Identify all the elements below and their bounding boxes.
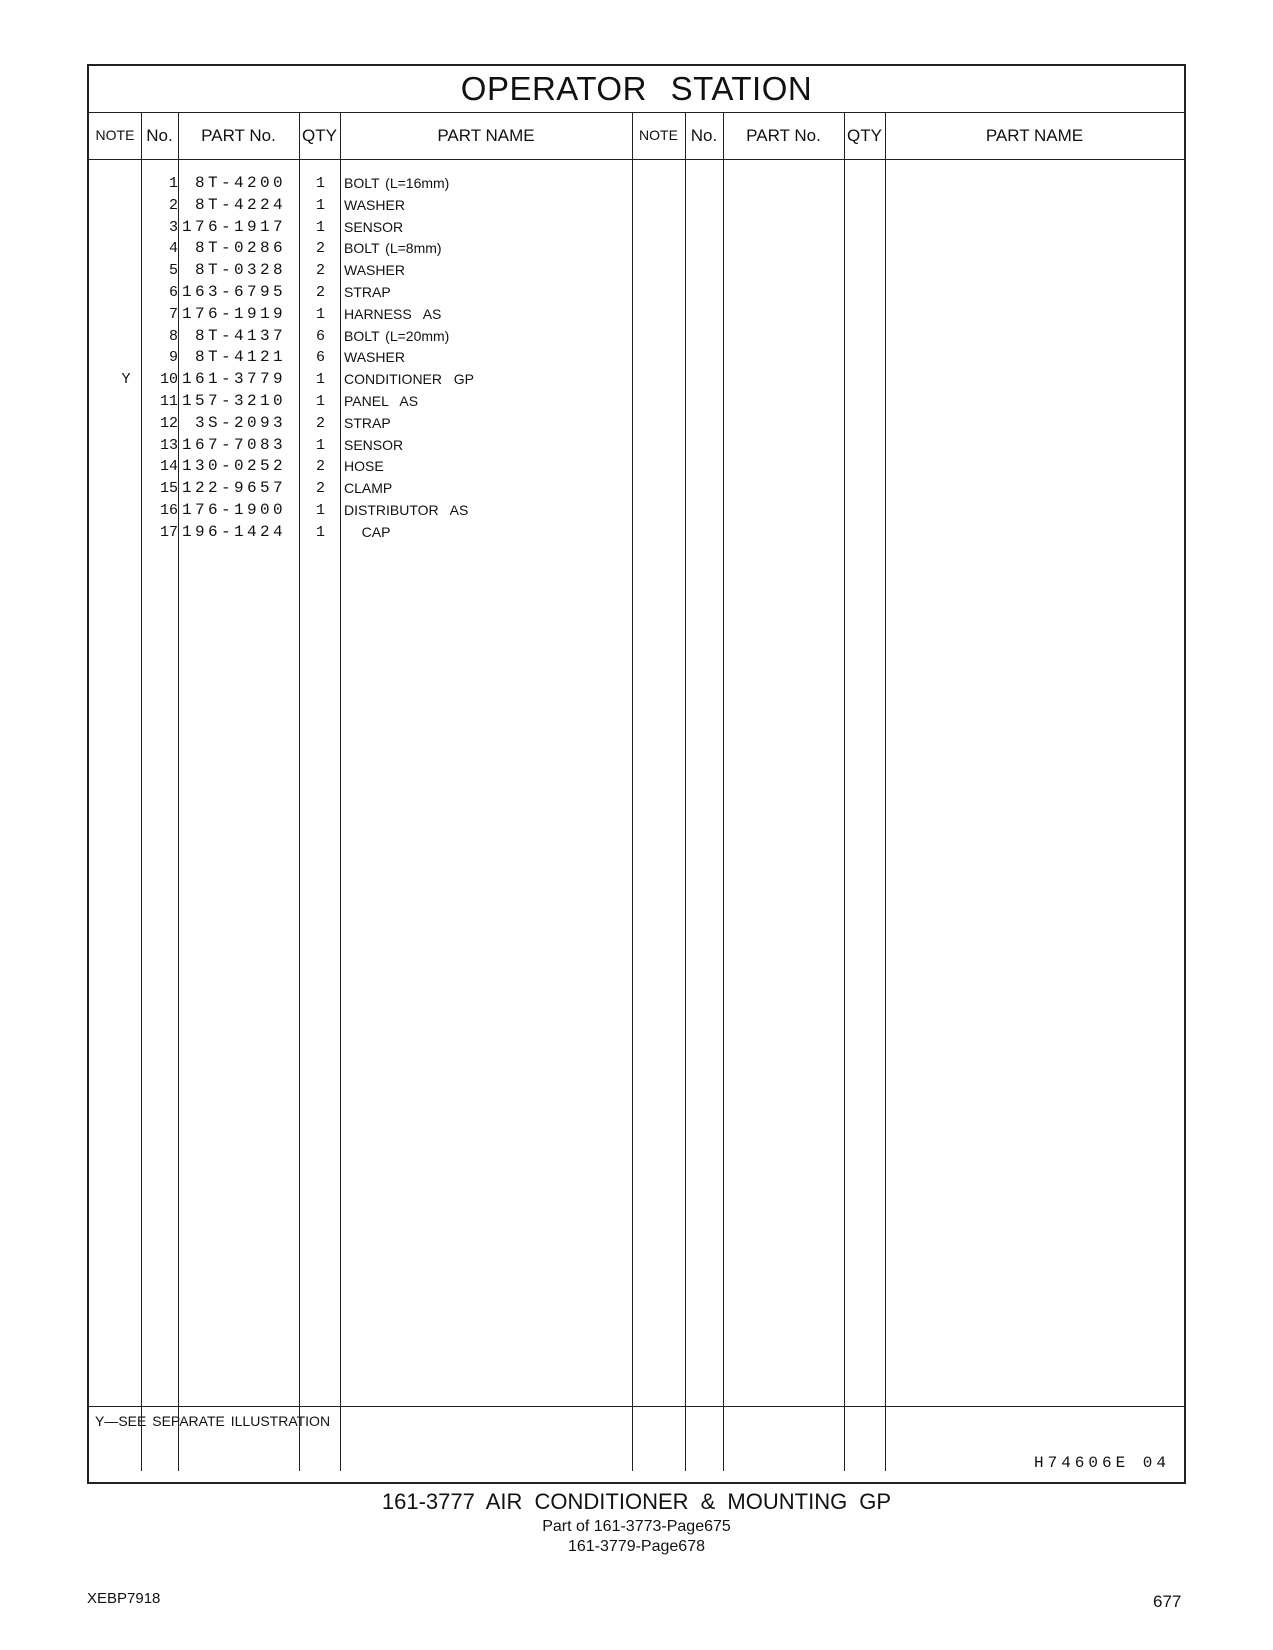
part-number-cell: 167-7083 [181, 435, 286, 454]
part-name-cell: STRAP [344, 284, 391, 300]
item-number-cell: 8 [168, 327, 178, 345]
item-number-cell: 3 [168, 218, 178, 236]
table-row [89, 390, 629, 413]
quantity-cell: 2 [315, 262, 325, 280]
part-number-cell: 163-6795 [181, 283, 286, 301]
table-row [89, 455, 629, 478]
document-id: XEBP7918 [87, 1590, 161, 1607]
header-qty-left: QTY [302, 126, 337, 145]
part-number-cell: 161-3779 [181, 370, 286, 389]
part-name-cell: CONDITIONER GP [344, 371, 475, 388]
header-part-no-right: PART No. [746, 126, 821, 145]
part-number-cell: 176-1917 [181, 217, 286, 236]
item-number-cell: 1 [168, 175, 178, 192]
item-number-cell: 11 [159, 393, 178, 410]
header-note-right: NOTE [639, 127, 678, 143]
part-name-cell: PANEL AS [344, 393, 419, 409]
item-number-cell: 13 [159, 436, 178, 454]
part-number-cell: 8T-0286 [194, 239, 286, 258]
page-title: OPERATOR STATION [89, 66, 1184, 113]
page-number: 677 [1153, 1592, 1182, 1611]
table-row [89, 434, 629, 457]
header-part-name-right: PART NAME [985, 126, 1084, 145]
table-row [89, 412, 629, 435]
part-number-cell: 8T-0328 [194, 261, 286, 280]
column-divider [885, 112, 886, 1471]
table-row [89, 194, 629, 217]
footer-divider [89, 1406, 1184, 1407]
item-number-cell: 17 [159, 523, 178, 541]
column-divider [685, 112, 686, 1471]
quantity-cell: 1 [315, 502, 325, 519]
part-number-cell: 176-1900 [181, 501, 286, 519]
table-row [89, 281, 629, 304]
table-row [89, 216, 629, 239]
part-name-cell: CAP [344, 523, 391, 540]
header-no-right: No. [690, 126, 718, 145]
part-name-cell: WASHER [344, 349, 405, 366]
header-note-left: NOTE [95, 127, 135, 143]
table-header [89, 112, 1184, 160]
part-of-line-2: 161-3779-Page678 [567, 1538, 705, 1555]
item-number-cell: 5 [168, 262, 178, 280]
table-row [89, 259, 629, 282]
quantity-cell: 1 [315, 218, 325, 236]
part-of-line-1: Part of 161-3773-Page675 [542, 1518, 731, 1535]
part-number-cell: 3S-2093 [194, 413, 286, 432]
part-number-cell: 8T-4121 [194, 348, 286, 367]
column-divider [844, 112, 845, 1471]
part-name-cell: HOSE [344, 458, 384, 475]
quantity-cell: 2 [315, 414, 325, 432]
part-name-cell: DISTRIBUTOR AS [344, 502, 469, 518]
drawing-code: H74606E 04 [1033, 1454, 1170, 1472]
table-row [89, 499, 629, 522]
part-name-cell: STRAP [344, 414, 391, 431]
part-name-cell: WASHER [344, 262, 405, 279]
part-name-cell: BOLT (L=20mm) [344, 327, 450, 344]
part-name-cell: HARNESS AS [344, 305, 442, 322]
item-number-cell: 12 [159, 414, 178, 432]
item-number-cell: 14 [159, 458, 178, 476]
part-name-cell: CLAMP [344, 480, 393, 497]
quantity-cell: 6 [315, 327, 325, 345]
header-part-no-left: PART No. [201, 126, 276, 145]
quantity-cell: 2 [315, 284, 325, 301]
item-number-cell: 6 [168, 284, 178, 301]
column-divider [723, 112, 724, 1471]
item-number-cell: 9 [168, 349, 178, 367]
column-divider [632, 112, 633, 1471]
quantity-cell: 1 [315, 523, 325, 541]
quantity-cell: 1 [315, 175, 325, 192]
part-number-cell: 8T-4224 [194, 195, 286, 214]
part-name-cell: BOLT (L=8mm) [344, 240, 442, 257]
part-name-cell: BOLT (L=16mm) [344, 175, 450, 191]
parts-table [87, 64, 1186, 1484]
part-name-cell: SENSOR [344, 436, 404, 453]
quantity-cell: 1 [315, 436, 325, 454]
item-number-cell: 15 [159, 480, 178, 498]
part-number-cell: 8T-4200 [194, 174, 286, 192]
header-part-name-left: PART NAME [437, 126, 535, 145]
item-number-cell: 10 [159, 371, 178, 389]
part-name-cell: SENSOR [344, 218, 404, 235]
group-title: 161-3777 AIR CONDITIONER & MOUNTING GP [381, 1489, 892, 1514]
item-number-cell: 16 [159, 502, 178, 519]
header-qty-right: QTY [847, 126, 882, 145]
part-number-cell: 130-0252 [181, 457, 286, 476]
header-no-left: No. [146, 126, 173, 145]
part-name-cell: WASHER [344, 196, 405, 213]
table-row [89, 521, 629, 544]
quantity-cell: 2 [315, 240, 325, 258]
quantity-cell: 2 [315, 480, 325, 498]
item-number-cell: 4 [168, 240, 178, 258]
part-number-cell: 157-3210 [181, 392, 286, 410]
footnote: Y—SEE SEPARATE ILLUSTRATION [95, 1413, 331, 1429]
quantity-cell: 6 [315, 349, 325, 367]
quantity-cell: 1 [315, 393, 325, 410]
part-number-cell: 122-9657 [181, 479, 286, 498]
table-row [89, 477, 629, 500]
item-number-cell: 7 [168, 305, 178, 323]
table-row [89, 368, 629, 391]
quantity-cell: 1 [315, 305, 325, 323]
table-row [89, 303, 629, 326]
table-row [89, 172, 629, 195]
part-number-cell: 196-1424 [181, 522, 286, 541]
quantity-cell: 1 [315, 196, 325, 214]
quantity-cell: 2 [315, 458, 325, 476]
table-row [89, 237, 629, 260]
part-number-cell: 8T-4137 [194, 326, 286, 345]
table-row [89, 325, 629, 348]
part-number-cell: 176-1919 [181, 304, 286, 323]
note-cell: Y [121, 371, 131, 389]
item-number-cell: 2 [168, 196, 178, 214]
table-row [89, 346, 629, 369]
quantity-cell: 1 [315, 371, 325, 389]
